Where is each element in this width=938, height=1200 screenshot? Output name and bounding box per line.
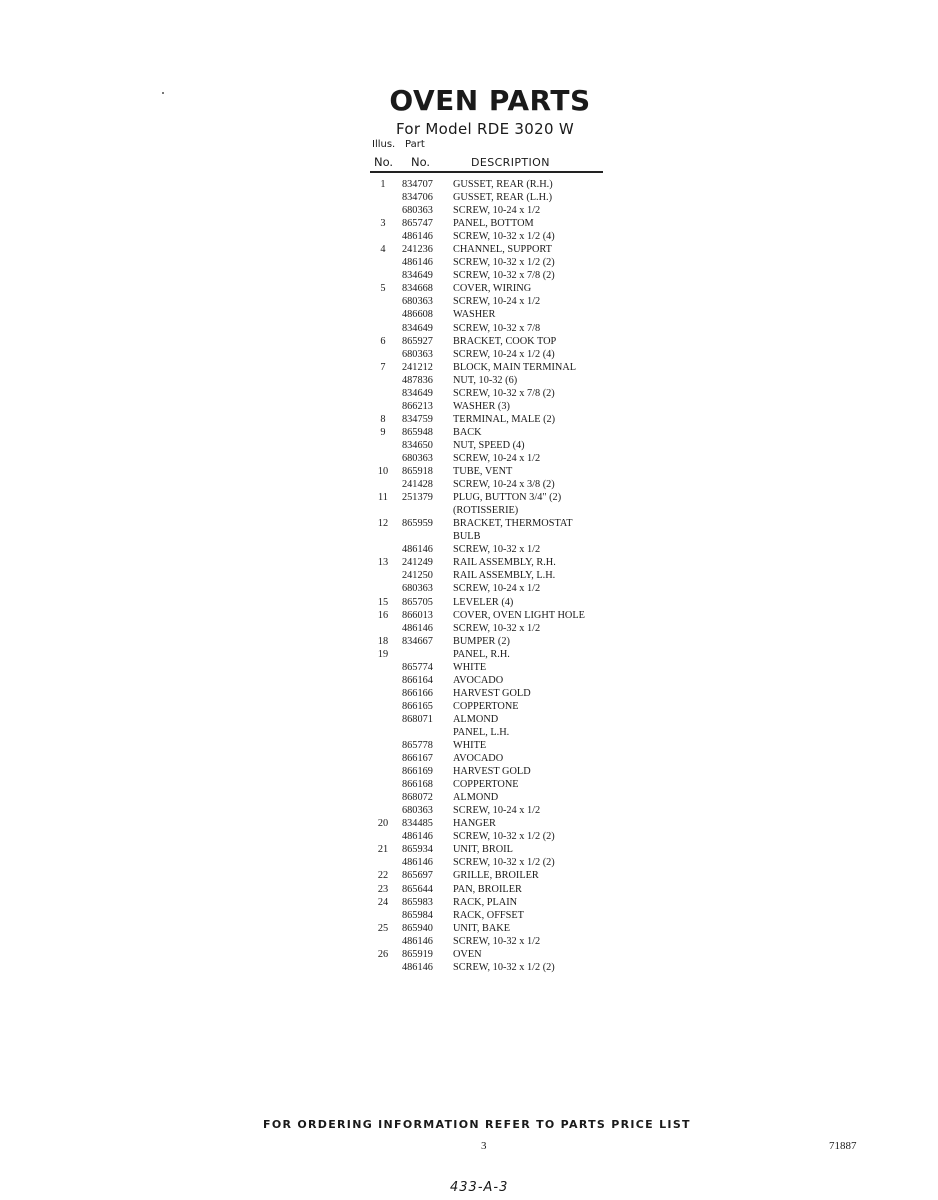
- part-description: HARVEST GOLD: [453, 687, 531, 699]
- table-row: [370, 269, 620, 282]
- part-description: WASHER: [453, 309, 496, 321]
- part-number: 868071: [402, 713, 433, 725]
- part-number: 486146: [402, 257, 433, 269]
- table-row: [370, 374, 620, 387]
- table-row: [370, 843, 620, 856]
- illus-number: 13: [377, 557, 389, 569]
- part-number: 865705: [402, 596, 433, 608]
- table-row: [370, 217, 620, 230]
- table-row: [370, 883, 620, 896]
- part-description: SCREW, 10-24 x 1/2: [453, 205, 541, 217]
- illus-number: 23: [377, 883, 389, 895]
- part-description: GUSSET, REAR (R.H.): [453, 179, 553, 190]
- table-row: [370, 295, 620, 308]
- table-row: [370, 726, 620, 739]
- part-description: PANEL, L.H.: [453, 726, 510, 738]
- part-number: 241212: [402, 361, 433, 373]
- table-row: [370, 569, 620, 582]
- part-number: 866213: [402, 400, 433, 412]
- part-number: 680363: [402, 296, 433, 308]
- part-number: 834706: [402, 192, 433, 204]
- part-number: 680363: [402, 452, 433, 464]
- part-number: 868072: [402, 792, 433, 804]
- table-row: [370, 543, 620, 556]
- part-number: 866013: [402, 609, 433, 621]
- part-description: SCREW, 10-24 x 3/8 (2): [453, 479, 555, 491]
- part-number: 865747: [402, 218, 433, 230]
- table-row: [370, 335, 620, 348]
- table-row: [370, 935, 620, 948]
- part-number: 241250: [402, 570, 433, 582]
- part-description: SCREW, 10-24 x 1/2: [453, 452, 541, 464]
- part-number: 680363: [402, 583, 433, 595]
- header-part-top: Part: [405, 139, 425, 150]
- part-number: 486608: [402, 309, 433, 321]
- part-description: RACK, OFFSET: [453, 909, 524, 921]
- part-description: AVOCADO: [453, 753, 504, 765]
- model-subtitle: For Model RDE 3020 W: [396, 120, 575, 138]
- part-description: SCREW, 10-32 x 7/8: [453, 322, 541, 334]
- part-number: 834650: [402, 439, 433, 451]
- table-row: [370, 400, 620, 413]
- header-illus-no: No.: [374, 155, 394, 169]
- part-description: TUBE, VENT: [453, 466, 513, 478]
- table-row: [370, 687, 620, 700]
- part-description: UNIT, BROIL: [453, 844, 513, 856]
- part-description: BLOCK, MAIN TERMINAL: [453, 361, 577, 373]
- part-number: 866165: [402, 700, 433, 712]
- table-row: [370, 752, 620, 765]
- part-number: 866169: [402, 766, 433, 778]
- part-description: PANEL, R.H.: [453, 648, 510, 660]
- table-row: [370, 869, 620, 882]
- part-number: 486146: [402, 622, 433, 634]
- part-description: BACK: [453, 426, 482, 438]
- table-row: [370, 426, 620, 439]
- part-description: HARVEST GOLD: [453, 766, 531, 778]
- part-description: COPPERTONE: [453, 700, 519, 712]
- part-description: GUSSET, REAR (L.H.): [453, 192, 553, 204]
- illus-number: 15: [377, 596, 389, 608]
- part-number: 865774: [402, 661, 433, 673]
- part-description: SCREW, 10-32 x 7/8 (2): [453, 387, 555, 399]
- part-number: 865918: [402, 466, 433, 478]
- table-row: [370, 452, 620, 465]
- scan-speck: [162, 92, 164, 94]
- illus-number: 6: [380, 335, 386, 347]
- part-number: 251379: [402, 492, 433, 504]
- illus-number: 25: [377, 922, 389, 934]
- part-number: 865983: [402, 896, 433, 908]
- illus-number: 21: [377, 844, 389, 856]
- table-row: [370, 635, 620, 648]
- table-row: [370, 609, 620, 622]
- part-number: 865948: [402, 426, 433, 438]
- illus-number: 4: [380, 244, 386, 256]
- table-row: [370, 308, 620, 321]
- part-description: OVEN: [453, 948, 482, 960]
- part-number: 241428: [402, 479, 433, 491]
- table-row: [370, 648, 620, 661]
- table-row: [370, 713, 620, 726]
- table-row: [370, 661, 620, 674]
- part-number: 865778: [402, 740, 433, 752]
- illus-number: 20: [377, 818, 389, 830]
- part-number: 486146: [402, 544, 433, 556]
- table-row: [370, 282, 620, 295]
- part-description: TERMINAL, MALE (2): [453, 413, 556, 425]
- part-description: ALMOND: [453, 792, 499, 804]
- part-description: (ROTISSERIE): [453, 505, 519, 517]
- illus-number: 5: [380, 283, 386, 295]
- part-number: 241236: [402, 244, 433, 256]
- illus-number: 19: [377, 648, 389, 660]
- part-description: SCREW, 10-32 x 1/2 (2): [453, 961, 555, 973]
- table-row: [370, 478, 620, 491]
- part-number: 834485: [402, 818, 433, 830]
- table-row: [370, 961, 620, 974]
- part-description: RACK, PLAIN: [453, 896, 518, 908]
- part-description: SCREW, 10-24 x 1/2 (4): [453, 348, 555, 360]
- part-number: 834759: [402, 413, 433, 425]
- part-description: NUT, 10-32 (6): [453, 374, 518, 386]
- part-description: SCREW, 10-32 x 1/2: [453, 935, 541, 947]
- table-row: [370, 622, 620, 635]
- table-row: [370, 765, 620, 778]
- part-number: 866168: [402, 779, 433, 791]
- table-row: [370, 322, 620, 335]
- illus-number: 12: [377, 518, 389, 530]
- part-description: CHANNEL, SUPPORT: [453, 244, 552, 256]
- table-row: [370, 556, 620, 569]
- handwritten-note: 433-A-3: [450, 1180, 509, 1195]
- part-number: 834649: [402, 387, 433, 399]
- table-row: [370, 778, 620, 791]
- part-number: 834649: [402, 322, 433, 334]
- part-description: SCREW, 10-24 x 1/2: [453, 583, 541, 595]
- part-number: 865984: [402, 909, 433, 921]
- part-number: 680363: [402, 205, 433, 217]
- part-description: RAIL ASSEMBLY, R.H.: [453, 557, 556, 569]
- part-description: BULB: [453, 531, 481, 543]
- part-number: 865697: [402, 870, 433, 882]
- illus-number: 16: [377, 609, 389, 621]
- part-description: PAN, BROILER: [453, 883, 522, 895]
- part-description: SCREW, 10-24 x 1/2: [453, 296, 541, 308]
- illus-number: 7: [380, 361, 386, 373]
- table-row: [370, 465, 620, 478]
- part-number: 865934: [402, 844, 433, 856]
- part-number: 487836: [402, 374, 433, 386]
- header-illus-top: Illus.: [372, 139, 396, 150]
- table-row: [370, 439, 620, 452]
- part-number: 486146: [402, 935, 433, 947]
- part-description: SCREW, 10-32 x 1/2 (2): [453, 857, 555, 869]
- part-number: 680363: [402, 348, 433, 360]
- table-row: [370, 596, 620, 609]
- part-description: SCREW, 10-32 x 1/2: [453, 544, 541, 556]
- part-description: BUMPER (2): [453, 635, 510, 647]
- part-description: RAIL ASSEMBLY, L.H.: [453, 570, 556, 582]
- table-row: [370, 517, 620, 530]
- part-number: 834667: [402, 635, 433, 647]
- part-description: WHITE: [453, 661, 487, 673]
- illus-number: 1: [380, 179, 386, 190]
- table-row: [370, 856, 620, 869]
- page-number: 3: [481, 1140, 487, 1152]
- part-number: 486146: [402, 831, 433, 843]
- part-number: 241249: [402, 557, 433, 569]
- table-row: [370, 896, 620, 909]
- part-number: 834649: [402, 270, 433, 282]
- part-number: 486146: [402, 961, 433, 973]
- table-row: [370, 361, 620, 374]
- table-row: [370, 491, 620, 504]
- part-description: PANEL, BOTTOM: [453, 218, 534, 230]
- table-row: [370, 243, 620, 256]
- header-part-no: No.: [411, 155, 431, 169]
- table-row: [370, 700, 620, 713]
- table-row: [370, 504, 620, 517]
- document-number: 71887: [829, 1140, 857, 1152]
- illus-number: 10: [377, 466, 389, 478]
- parts-list: [370, 178, 620, 974]
- illus-number: 18: [377, 635, 389, 647]
- part-description: SCREW, 10-32 x 7/8 (2): [453, 270, 555, 282]
- part-number: 866166: [402, 687, 433, 699]
- table-row: [370, 830, 620, 843]
- part-description: SCREW, 10-32 x 1/2: [453, 622, 541, 634]
- table-row: [370, 256, 620, 269]
- part-number: 834707: [402, 179, 433, 190]
- table-row: [370, 582, 620, 595]
- part-description: HANGER: [453, 818, 496, 830]
- part-number: 865940: [402, 922, 433, 934]
- illus-number: 11: [378, 492, 388, 504]
- illus-number: 3: [380, 218, 386, 230]
- header-description: DESCRIPTION: [471, 156, 550, 169]
- part-number: 866167: [402, 753, 433, 765]
- part-description: UNIT, BAKE: [453, 922, 511, 934]
- table-row: [370, 674, 620, 687]
- part-number: 866164: [402, 674, 433, 686]
- ordering-note: FOR ORDERING INFORMATION REFER TO PARTS PRICE LIST: [263, 1118, 691, 1131]
- table-row: [370, 909, 620, 922]
- table-row: [370, 530, 620, 543]
- header-rule: [370, 171, 603, 173]
- page-title: OVEN PARTS: [389, 84, 591, 117]
- illus-number: 26: [377, 948, 389, 960]
- part-number: 680363: [402, 805, 433, 817]
- table-row: [370, 948, 620, 961]
- part-description: ALMOND: [453, 713, 499, 725]
- table-row: [370, 804, 620, 817]
- illus-number: 22: [377, 870, 389, 882]
- part-description: SCREW, 10-24 x 1/2: [453, 805, 541, 817]
- table-row: [370, 204, 620, 217]
- part-description: SCREW, 10-32 x 1/2 (2): [453, 831, 555, 843]
- illus-number: 8: [380, 413, 386, 425]
- part-number: 865959: [402, 518, 433, 530]
- part-number: 865919: [402, 948, 433, 960]
- part-description: COVER, WIRING: [453, 283, 532, 295]
- part-description: LEVELER (4): [453, 596, 514, 608]
- part-number: 486146: [402, 231, 433, 243]
- part-description: PLUG, BUTTON 3/4" (2): [453, 492, 562, 504]
- table-row: [370, 348, 620, 361]
- table-row: [370, 817, 620, 830]
- part-description: BRACKET, COOK TOP: [453, 335, 557, 347]
- illus-number: 24: [377, 896, 389, 908]
- part-number: 865927: [402, 335, 433, 347]
- part-number: 865644: [402, 883, 433, 895]
- part-description: WASHER (3): [453, 400, 510, 412]
- table-row: [370, 922, 620, 935]
- part-description: AVOCADO: [453, 674, 504, 686]
- table-row: [370, 413, 620, 426]
- table-row: [370, 230, 620, 243]
- part-description: WHITE: [453, 740, 487, 752]
- table-row: [370, 178, 620, 191]
- part-description: SCREW, 10-32 x 1/2 (2): [453, 257, 555, 269]
- part-description: COPPERTONE: [453, 779, 519, 791]
- part-description: BRACKET, THERMOSTAT: [453, 518, 573, 530]
- table-row: [370, 739, 620, 752]
- part-description: COVER, OVEN LIGHT HOLE: [453, 609, 585, 621]
- illus-number: 9: [380, 426, 386, 438]
- table-row: [370, 191, 620, 204]
- part-number: 486146: [402, 857, 433, 869]
- part-description: GRILLE, BROILER: [453, 870, 539, 882]
- part-number: 834668: [402, 283, 433, 295]
- table-row: [370, 791, 620, 804]
- part-description: SCREW, 10-32 x 1/2 (4): [453, 231, 555, 243]
- part-description: NUT, SPEED (4): [453, 439, 525, 451]
- table-row: [370, 387, 620, 400]
